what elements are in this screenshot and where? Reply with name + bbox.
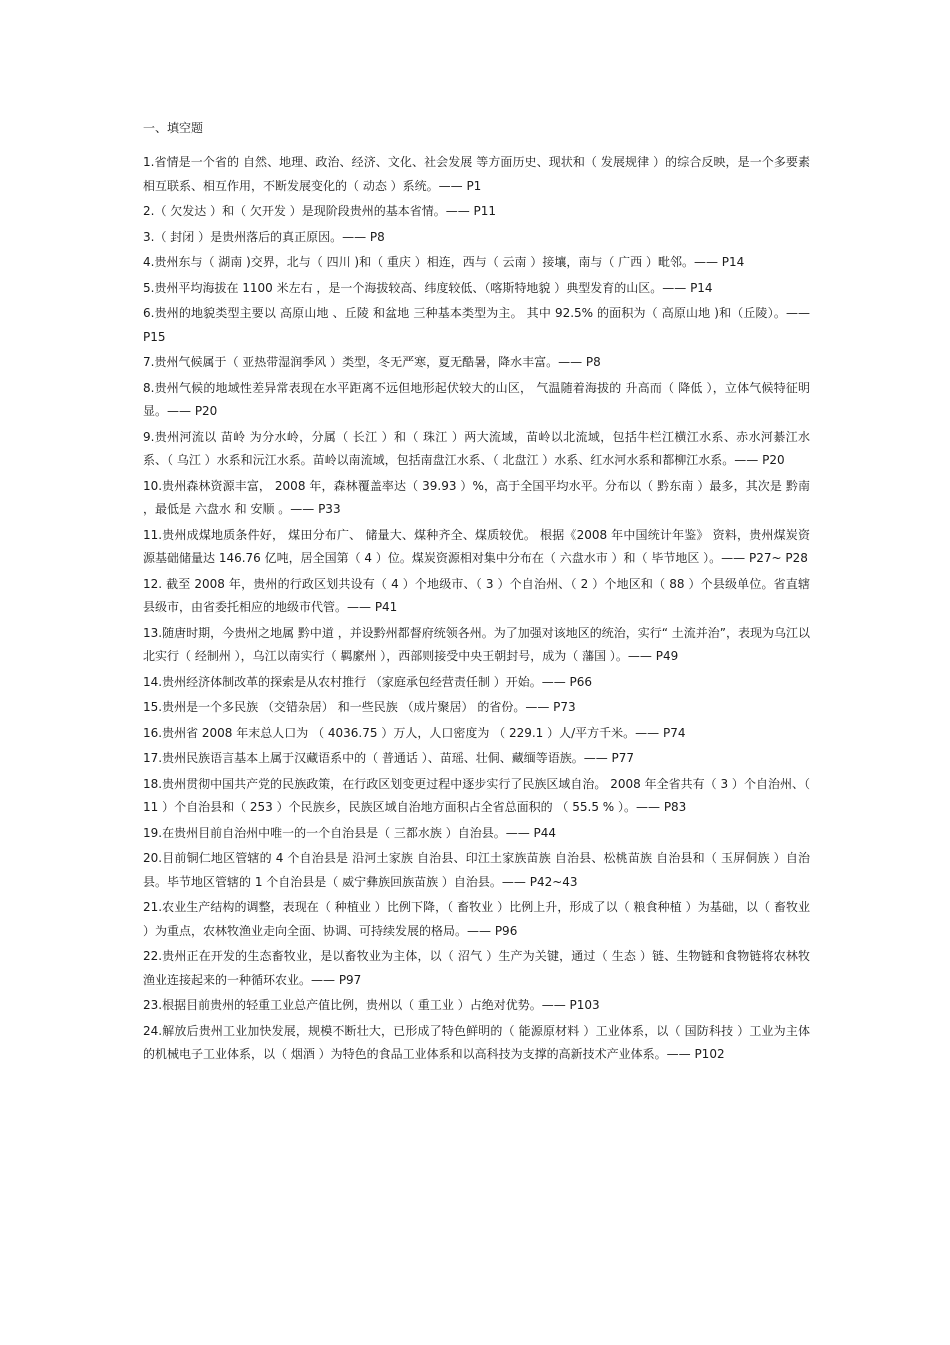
question-list: [143, 151, 810, 1067]
question-13: 13.随唐时期，今贵州之地属 黔中道 ，并设黔州都督府统领各州。为了加强对该地区的统治，实行“ 土流并治”，表现为乌江以北实行（ 经制州 ），乌江以南实行（ 羁縻州 ），西部则接受中央王朝封号，成为（ 藩国 ）。—— P49: [143, 625, 810, 663]
question-16: 16.贵州省 2008 年末总人口为 （ 4036.75 ）万人，人口密度为 （ 229.1 ）人/平方千米。—— P74: [143, 725, 686, 740]
question-1: 1.省情是一个省的 自然、地理、政治、经济、文化、社会发展 等方面历史、现状和（ 发展规律 ）的综合反映，是一个多要素相互联系、相互作用，不断发展变化的（ 动态 ）系统。—— P1: [143, 155, 810, 193]
question-21: 21.农业生产结构的调整，表现在（ 种植业 ）比例下降，（ 畜牧业 ）比例上升，形成了以（ 粮食种植 ）为基础，以（ 畜牧业 ）为重点，农林牧渔业走向全面、协调、可持续发展的格局。—— P96: [143, 900, 810, 938]
question-22: 22.贵州正在开发的生态畜牧业，是以畜牧业为主体，以（ 沼气 ）生产为关键，通过（ 生态 ）链、生物链和食物链将农林牧渔业连接起来的一种循环农业。—— P97: [143, 949, 810, 987]
question-20: 20.目前铜仁地区管辖的 4 个自治县是 沿河土家族 自治县、印江土家族苗族 自治县、松桃苗族 自治县和（ 玉屏侗族 ）自治县。毕节地区管辖的 1 个自治县是（ 威宁彝族回族苗族 ）自治县。—— P42~43: [143, 851, 810, 889]
question-7: 7.贵州气候属于（ 亚热带湿润季风 ）类型，冬无严寒，夏无酷暑，降水丰富。—— P8: [143, 355, 601, 369]
question-3: 3.（ 封闭 ）是贵州落后的真正原因。—— P8: [143, 229, 385, 244]
question-9: 9.贵州河流以 苗岭 为分水岭，分属（ 长江 ）和（ 珠江 ）两大流域，苗岭以北流域，包括牛栏江横江水系、赤水河綦江水系、（ 乌江 ）水系和沅江水系。苗岭以南流域，包括南盘江水系、（ 北盘江 ）水系、红水河水系和都柳江水系。—— P20: [143, 429, 810, 467]
question-14: 14.贵州经济体制改革的探索是从农村推行 （家庭承包经营责任制 ）开始。—— P66: [143, 674, 593, 689]
question-11: 11.贵州成煤地质条件好， 煤田分布广、 储量大、煤种齐全、煤质较优。 根据《2008 年中国统计年鉴》 资料，贵州煤炭资源基础储量达 146.76 亿吨，居全国第（ 4 ）位。煤炭资源相对集中分布在（ 六盘水市 ）和（ 毕节地区 ）。—— P27~ P28: [143, 527, 810, 565]
question-2: 2.（ 欠发达 ）和（ 欠开发 ）是现阶段贵州的基本省情。—— P11: [143, 204, 497, 218]
question-18: 18.贵州贯彻中国共产党的民族政策，在行政区划变更过程中逐步实行了民族区域自治。 2008 年全省共有（ 3 ）个自治州、（ 11 ）个自治县和（ 253 ）个民族乡，民族区域自治地方面积占全省总面积的 （ 55.5 % ）。—— P83: [143, 776, 810, 814]
question-23: 23.根据目前贵州的轻重工业总产值比例，贵州以（ 重工业 ）占绝对优势。—— P103: [143, 998, 600, 1012]
question-8: 8.贵州气候的地域性差异常表现在水平距离不远但地形起伏较大的山区， 气温随着海拔的 升高而（ 降低 ），立体气候特征明显。—— P20: [143, 380, 810, 418]
question-6: 6.贵州的地貌类型主要以 高原山地 、丘陵 和盆地 三种基本类型为主。 其中 92.5% 的面积为（ 高原山地 )和（丘陵）。—— P15: [143, 306, 810, 344]
section-title: 一、填空题: [143, 121, 204, 135]
question-10: 10.贵州森林资源丰富， 2008 年，森林覆盖率达（ 39.93 ）%，高于全国平均水平。分布以（ 黔东南 ）最多，其次是 黔南 ，最低是 六盘水 和 安顺 。—— P33: [143, 478, 810, 516]
question-15: 15.贵州是一个多民族 （交错杂居） 和一些民族 （成片聚居） 的省份。—— P73: [143, 700, 576, 714]
question-12: 12. 截至 2008 年，贵州的行政区划共设有（ 4 ）个地级市、（ 3 ）个自治州、（ 2 ）个地区和（ 88 ）个县级单位。省直辖县级市，由省委托相应的地级市代管。—— P41: [143, 576, 810, 614]
question-4: 4.贵州东与（ 湖南 )交界，北与（ 四川 )和（ 重庆 ）相连，西与（ 云南 ）接壤，南与（ 广西 ）毗邻。—— P14: [143, 255, 745, 269]
question-5: 5.贵州平均海拔在 1100 米左右 ，是一个海拔较高、纬度较低、（喀斯特地貌 ）典型发育的山区。—— P14: [143, 280, 713, 295]
question-17: 17.贵州民族语言基本上属于汉藏语系中的（ 普通话 ）、苗瑶、壮侗、藏缅等语族。—— P77: [143, 751, 635, 765]
question-19: 19.在贵州目前自治州中唯一的一个自治县是（ 三都水族 ）自治县。—— P44: [143, 825, 557, 840]
question-24: 24.解放后贵州工业加快发展，规模不断壮大，已形成了特色鲜明的（ 能源原材料 ）工业体系，以（ 国防科技 ）工业为主体的机械电子工业体系，以（ 烟酒 ）为特色的食品工业体系和以高科技为支撑的高新技术产业体系。—— P102: [143, 1023, 810, 1061]
